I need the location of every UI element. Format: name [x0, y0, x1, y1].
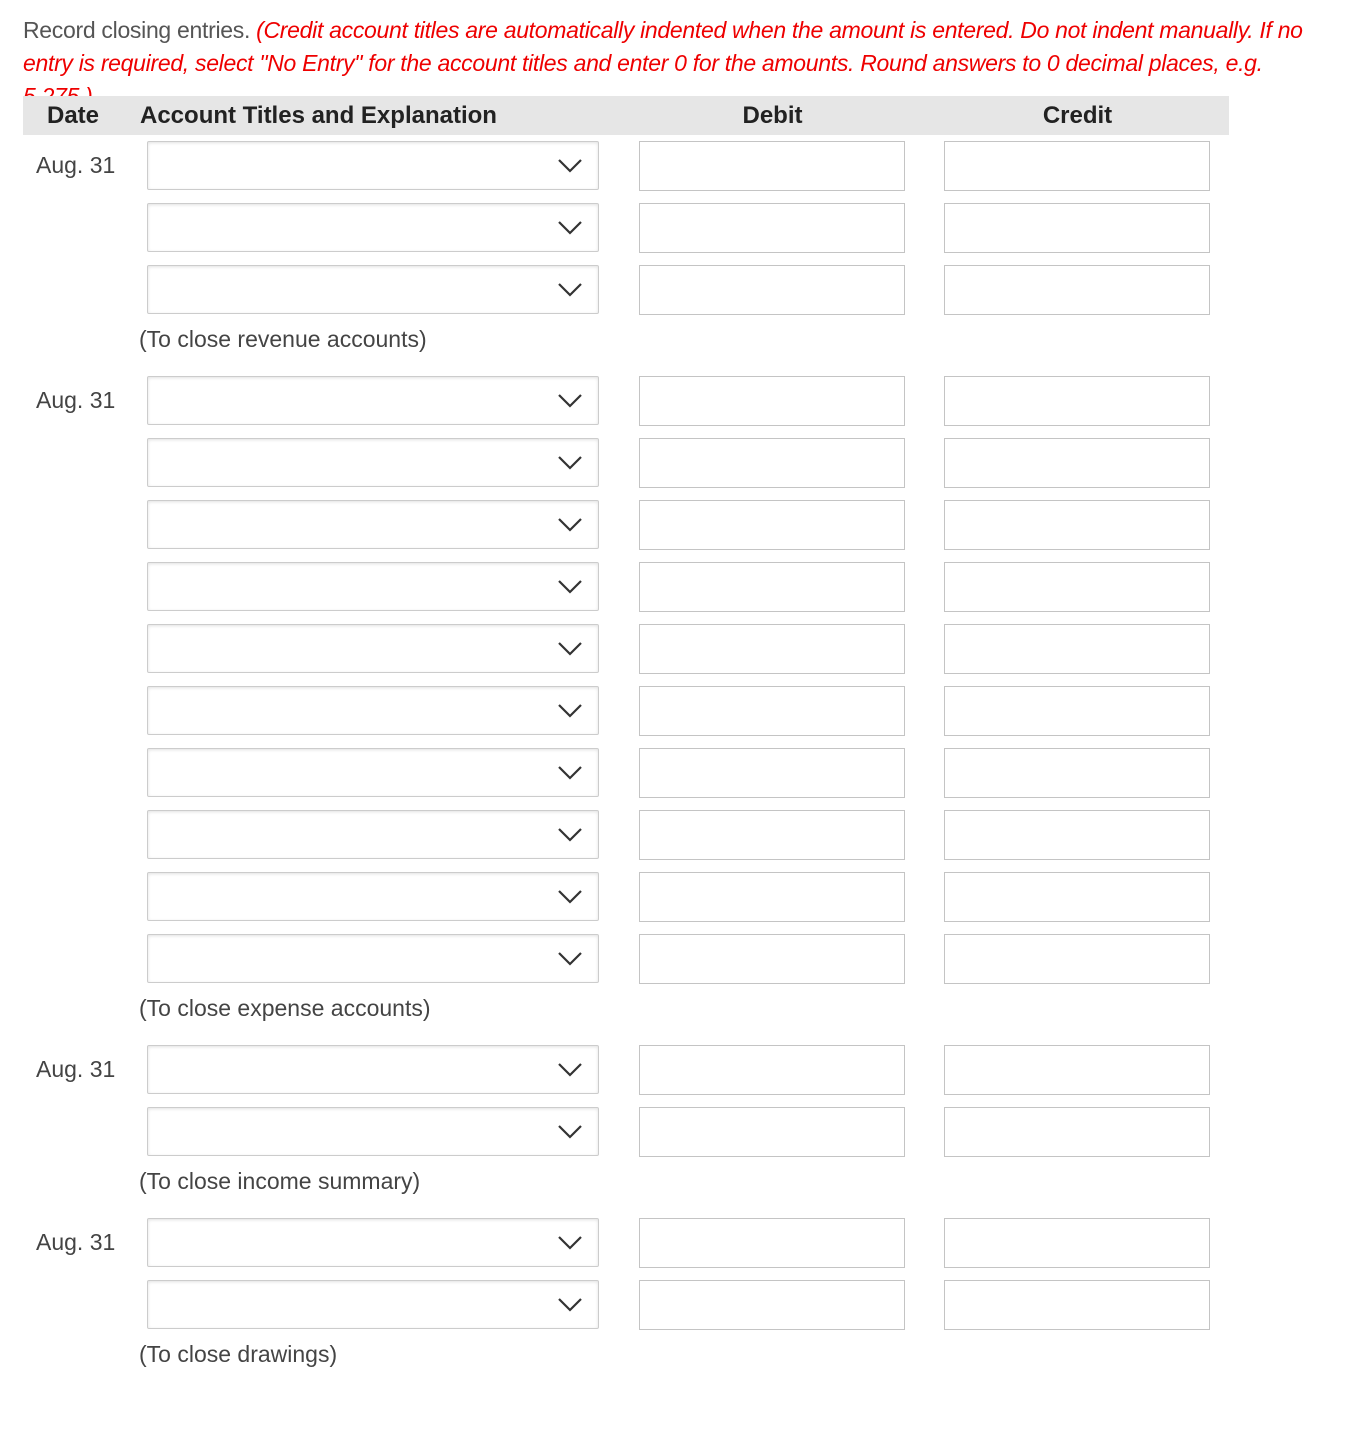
debit-input[interactable] [639, 1107, 905, 1157]
chevron-down-icon [556, 700, 584, 722]
account-title-select[interactable] [147, 562, 599, 611]
debit-input[interactable] [639, 810, 905, 860]
debit-input[interactable] [639, 1218, 905, 1268]
chevron-down-icon [556, 1232, 584, 1254]
chevron-down-icon [556, 1059, 584, 1081]
account-title-select[interactable] [147, 376, 599, 425]
chevron-down-icon [556, 390, 584, 412]
debit-input[interactable] [639, 624, 905, 674]
debit-input[interactable] [639, 934, 905, 984]
account-title-select[interactable] [147, 1218, 599, 1267]
credit-input[interactable] [944, 438, 1210, 488]
entry-date: Aug. 31 [36, 1229, 116, 1255]
account-title-select[interactable] [147, 500, 599, 549]
debit-input[interactable] [639, 562, 905, 612]
credit-input[interactable] [944, 1045, 1210, 1095]
credit-input[interactable] [944, 872, 1210, 922]
debit-input[interactable] [639, 686, 905, 736]
credit-input[interactable] [944, 141, 1210, 191]
account-title-select[interactable] [147, 624, 599, 673]
account-title-select[interactable] [147, 686, 599, 735]
entry-explanation: (To close drawings) [139, 1341, 338, 1367]
account-title-select[interactable] [147, 1280, 599, 1329]
chevron-down-icon [556, 217, 584, 239]
debit-input[interactable] [639, 748, 905, 798]
credit-input[interactable] [944, 810, 1210, 860]
debit-input[interactable] [639, 438, 905, 488]
account-title-select[interactable] [147, 141, 599, 190]
credit-input[interactable] [944, 203, 1210, 253]
credit-input[interactable] [944, 376, 1210, 426]
account-title-select[interactable] [147, 265, 599, 314]
account-title-select[interactable] [147, 934, 599, 983]
debit-input[interactable] [639, 376, 905, 426]
instructions-lead: Record closing entries. [23, 17, 257, 43]
chevron-down-icon [556, 762, 584, 784]
account-title-select[interactable] [147, 810, 599, 859]
entry-date: Aug. 31 [36, 152, 116, 178]
header-credit: Credit [1042, 102, 1113, 129]
debit-input[interactable] [639, 141, 905, 191]
entry-explanation: (To close expense accounts) [139, 995, 431, 1021]
chevron-down-icon [556, 824, 584, 846]
entry-date: Aug. 31 [36, 1056, 116, 1082]
account-title-select[interactable] [147, 1107, 599, 1156]
debit-input[interactable] [639, 1045, 905, 1095]
account-title-select[interactable] [147, 748, 599, 797]
chevron-down-icon [556, 1121, 584, 1143]
chevron-down-icon [556, 279, 584, 301]
credit-input[interactable] [944, 500, 1210, 550]
entry-date: Aug. 31 [36, 387, 116, 413]
debit-input[interactable] [639, 203, 905, 253]
table-header [23, 96, 1229, 135]
chevron-down-icon [556, 576, 584, 598]
instructions-note: (Credit account titles are automatically indented when the amount is entered. Do not indent manually. If no entry is required, select "No Entry" for the account titles and enter 0 for the amounts. Round answers to 0 decimal places, e.g. [23, 17, 1303, 76]
credit-input[interactable] [944, 686, 1210, 736]
header-account-titles: Account Titles and Explanation [140, 102, 497, 129]
credit-input[interactable] [944, 748, 1210, 798]
credit-input[interactable] [944, 1218, 1210, 1268]
header-date: Date [47, 102, 100, 129]
chevron-down-icon [556, 514, 584, 536]
entry-explanation: (To close revenue accounts) [139, 326, 427, 352]
credit-input[interactable] [944, 1280, 1210, 1330]
chevron-down-icon [556, 638, 584, 660]
account-title-select[interactable] [147, 438, 599, 487]
chevron-down-icon [556, 452, 584, 474]
debit-input[interactable] [639, 1280, 905, 1330]
debit-input[interactable] [639, 500, 905, 550]
debit-input[interactable] [639, 872, 905, 922]
account-title-select[interactable] [147, 203, 599, 252]
credit-input[interactable] [944, 265, 1210, 315]
credit-input[interactable] [944, 934, 1210, 984]
debit-input[interactable] [639, 265, 905, 315]
chevron-down-icon [556, 155, 584, 177]
chevron-down-icon [556, 1294, 584, 1316]
credit-input[interactable] [944, 1107, 1210, 1157]
account-title-select[interactable] [147, 872, 599, 921]
credit-input[interactable] [944, 562, 1210, 612]
credit-input[interactable] [944, 624, 1210, 674]
entry-explanation: (To close income summary) [139, 1168, 421, 1194]
chevron-down-icon [556, 886, 584, 908]
chevron-down-icon [556, 948, 584, 970]
header-debit: Debit [742, 102, 803, 129]
account-title-select[interactable] [147, 1045, 599, 1094]
